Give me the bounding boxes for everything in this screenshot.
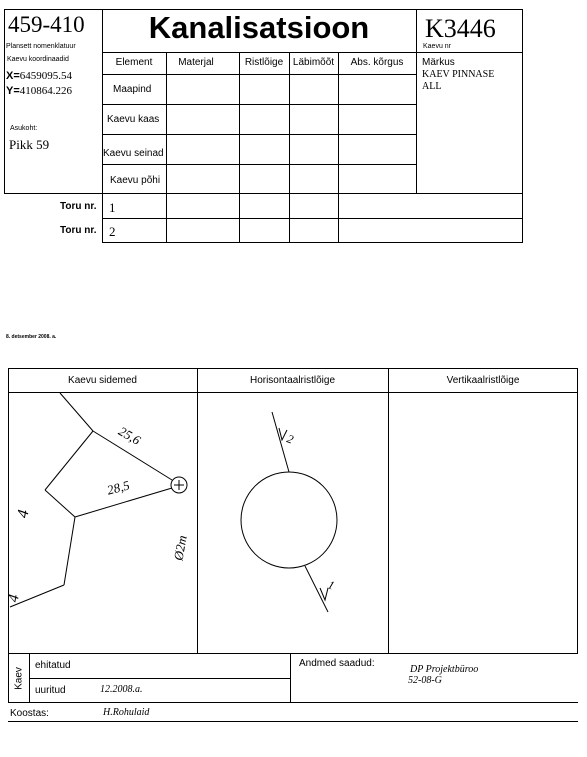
- x-value: 6459095.54: [19, 70, 73, 82]
- surveyed-label: uuritud: [35, 685, 66, 696]
- arrow-icon: [279, 428, 287, 440]
- nomenclature-value: 459-410: [8, 12, 85, 37]
- date-note: 8. detsember 2008. a.: [6, 334, 57, 340]
- section-header-horizontal: Horisontaalristlõige: [249, 375, 336, 386]
- col-header-abs-height: Abs. kõrgus: [350, 57, 404, 68]
- y-value: 410864.226: [19, 85, 73, 97]
- remarks-line-1: KAEV PINNASE: [422, 69, 495, 80]
- row-label-ground: Maapind: [113, 84, 152, 95]
- compiled-by: H.Rohulaid: [103, 707, 150, 718]
- col-header-diameter: Läbimõõt: [292, 57, 335, 68]
- sketch-line: [45, 431, 93, 490]
- surveyed-date: 12.2008.a.: [100, 684, 143, 695]
- diameter-label: Ø2m: [170, 534, 190, 562]
- col-header-material: Materjal: [178, 57, 214, 68]
- y-label: Y=: [6, 85, 20, 97]
- pipe-row-2-value: 2: [109, 224, 116, 239]
- section-header-vertical: Vertikaalristlõige: [446, 375, 520, 386]
- coords-label: Kaevu koordinaadid: [7, 56, 69, 63]
- distance-label-1: 25,6: [116, 423, 144, 448]
- data-source-label: Andmed saadud:: [299, 658, 375, 669]
- pipe-2-label: 2: [284, 431, 296, 447]
- pipe-1-label: 1: [325, 577, 337, 593]
- side-label-a: 4: [14, 508, 33, 520]
- location-label: Asukoht:: [10, 125, 38, 132]
- distance-label-2: 28,5: [105, 477, 132, 498]
- footer-vertical-label: Kaev: [13, 667, 25, 690]
- well-id-value: K3446: [425, 14, 496, 43]
- data-source-line-1: DP Projektbüroo: [410, 664, 479, 675]
- section-header-connections: Kaevu sidemed: [68, 375, 137, 386]
- col-header-element: Element: [115, 57, 153, 68]
- pipe-1-line: [305, 566, 328, 612]
- sketch-line: [45, 490, 75, 517]
- row-label-bottom: Kaevu põhi: [110, 175, 161, 186]
- remarks-line-2: ALL: [422, 81, 442, 92]
- x-label: X=: [6, 70, 20, 82]
- page-title: Kanalisatsioon: [148, 10, 370, 45]
- compiled-label: Koostas:: [10, 708, 49, 719]
- sketch-line: [64, 517, 75, 585]
- pipe-row-2-label: Toru nr.: [60, 225, 97, 236]
- well-id-label: Kaevu nr: [423, 43, 452, 50]
- col-header-cross-section: Ristlõige: [244, 57, 284, 68]
- location-value: Pikk 59: [9, 137, 50, 152]
- data-source-line-2: 52-08-G: [408, 675, 442, 686]
- pipe-row-1-label: Toru nr.: [60, 201, 97, 212]
- nomenclature-label: Plansett nomenklatuur: [6, 43, 76, 50]
- remarks-label: Märkus: [422, 57, 455, 68]
- row-label-lid: Kaevu kaas: [107, 114, 160, 125]
- row-label-walls: Kaevu seinad: [103, 148, 164, 159]
- built-label: ehitatud: [35, 660, 71, 671]
- side-label-b: 4: [5, 593, 23, 604]
- manhole-circle: [241, 472, 337, 568]
- sketch-line: [60, 393, 93, 431]
- pipe-row-1-value: 1: [109, 200, 116, 215]
